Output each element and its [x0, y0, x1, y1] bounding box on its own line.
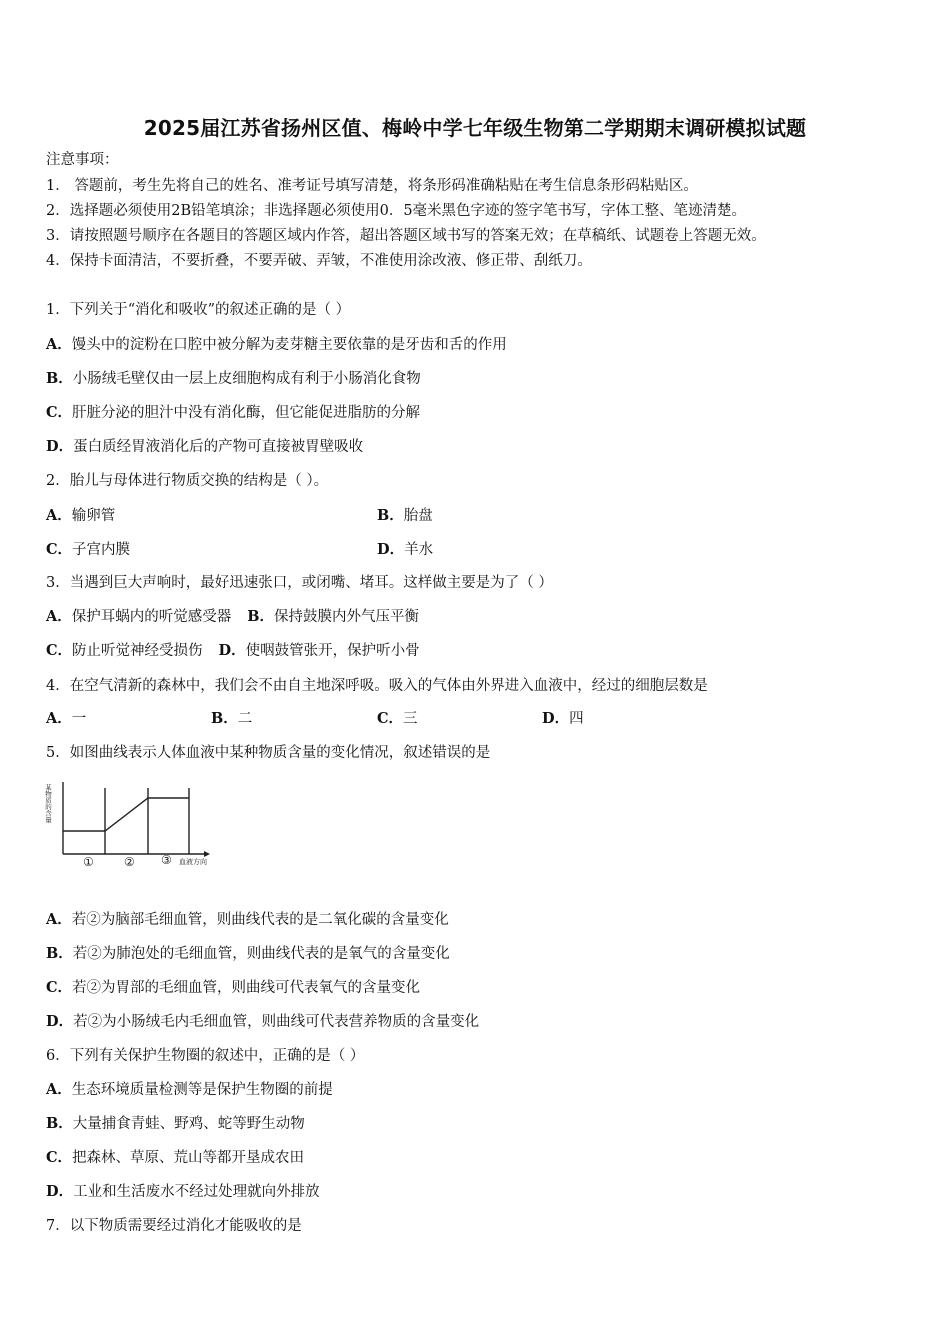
- option-label: B．: [377, 507, 404, 524]
- option-text: 四: [569, 711, 584, 727]
- option-text: 输卵管: [71, 508, 116, 524]
- blood-content-curve-figure: [44, 776, 224, 876]
- x-axis-label: 血液方向: [179, 858, 207, 866]
- option-label: A．: [46, 507, 72, 524]
- option-text: 若②为脑部毛细血管，则曲线代表的是二氧化碳的含量变化: [71, 912, 449, 928]
- question-4-option-b: [211, 709, 252, 729]
- option-text: 把森林、草原、荒山等都开垦成农田: [72, 1150, 305, 1166]
- option-text: 若②为胃部的毛细血管，则曲线可代表氧气的含量变化: [72, 980, 421, 996]
- question-5-option-c: [46, 978, 420, 998]
- question-6-option-d: [46, 1182, 320, 1202]
- question-5-option-a: [46, 910, 449, 930]
- option-label: A．: [46, 710, 72, 727]
- question-5-option-b: [46, 944, 450, 964]
- question-6-stem: 6．下列有关保护生物圈的叙述中，正确的是（ ）: [46, 1048, 365, 1064]
- question-2-option-b: [377, 506, 433, 526]
- option-label: D．: [218, 642, 246, 659]
- option-text: 馒头中的淀粉在口腔中被分解为麦芽糖主要依靠的是牙齿和舌的作用: [71, 337, 507, 353]
- question-4-stem: 4．在空气清新的森林中，我们会不由自主地深呼吸。吸入的气体由外界进入血液中，经过的细胞层数是: [46, 678, 708, 694]
- question-2-stem: 2．胎儿与母体进行物质交换的结构是（ ）。: [46, 473, 329, 489]
- question-1-option-a: [46, 335, 507, 355]
- option-label: B．: [46, 945, 73, 962]
- option-label: D．: [542, 710, 570, 727]
- notice-item: 2．选择题必须使用2B铅笔填涂；非选择题必须使用0．5毫米黑色字迹的签字笔书写，字体工整、笔迹清楚。: [46, 203, 747, 219]
- question-5-stem: 5．如图曲线表示人体血液中某种物质含量的变化情况，叙述错误的是: [46, 745, 491, 761]
- segment-label-2: ②: [124, 855, 135, 869]
- option-text: 保持鼓膜内外气压平衡: [274, 609, 420, 625]
- option-label: C．: [46, 404, 73, 421]
- notice-item: 4．保持卡面清洁，不要折叠，不要弄破、弄皱，不准使用涂改液、修正带、刮纸刀。: [46, 253, 592, 269]
- option-label: A．: [46, 911, 72, 928]
- option-label: D．: [377, 541, 405, 558]
- notice-item: 3．请按照题号顺序在各题目的答题区域内作答，超出答题区域书写的答案无效；在草稿纸、试题卷上答题无效。: [46, 228, 766, 244]
- question-6-option-c: [46, 1148, 304, 1168]
- option-text: 羊水: [404, 542, 434, 558]
- question-6-option-b: [46, 1114, 305, 1134]
- option-label: D．: [46, 1183, 74, 1200]
- question-5-option-d: [46, 1012, 479, 1032]
- segment-label-3: ③: [161, 853, 172, 867]
- option-text: 保护耳蜗内的听觉感受器: [71, 609, 232, 625]
- option-label: B．: [46, 1115, 73, 1132]
- option-label: C．: [377, 710, 404, 727]
- option-label: C．: [46, 1149, 73, 1166]
- option-text: 生态环境质量检测等是保护生物圈的前提: [71, 1082, 333, 1098]
- option-label: C．: [46, 642, 73, 659]
- question-7-stem: 7．以下物质需要经过消化才能吸收的是: [46, 1218, 302, 1234]
- question-3-options-cd: [46, 641, 420, 661]
- option-label: C．: [46, 541, 73, 558]
- question-4-option-d: [542, 709, 584, 729]
- option-text: 防止听觉神经受损伤: [72, 643, 203, 659]
- option-label: B．: [46, 370, 73, 387]
- question-2-option-a: [46, 506, 115, 526]
- option-text: 胎盘: [403, 508, 433, 524]
- option-text: 子宫内膜: [72, 542, 131, 558]
- question-2-option-c: [46, 540, 130, 560]
- question-1-option-b: [46, 369, 421, 389]
- option-text: 二: [237, 711, 253, 727]
- option-text: 使咽鼓管张开，保护听小骨: [245, 643, 420, 659]
- segment-label-1: ①: [83, 855, 94, 869]
- option-label: A．: [46, 1081, 72, 1098]
- option-text: 一: [71, 711, 87, 727]
- content-curve: [63, 798, 189, 831]
- option-text: 大量捕食青蛙、野鸡、蛇等野生动物: [72, 1116, 305, 1132]
- option-label: A．: [46, 336, 72, 353]
- question-4-option-c: [377, 709, 418, 729]
- question-6-option-a: [46, 1080, 333, 1100]
- option-text: 小肠绒毛壁仅由一层上皮细胞构成有利于小肠消化食物: [72, 371, 421, 387]
- question-4-option-a: [46, 709, 86, 729]
- option-text: 若②为小肠绒毛内毛细血管，则曲线可代表营养物质的含量变化: [73, 1014, 480, 1030]
- question-2-option-d: [377, 540, 433, 560]
- page-title: 2025届江苏省扬州区值、梅岭中学七年级生物第二学期期末调研模拟试题: [143, 116, 807, 140]
- option-label: D．: [46, 1013, 74, 1030]
- question-1-option-d: [46, 437, 363, 457]
- y-axis-label: 某物质的含量: [44, 784, 52, 823]
- question-1-stem: 1．下列关于“消化和吸收”的叙述正确的是（ ）: [46, 302, 351, 318]
- question-1-option-c: [46, 403, 420, 423]
- question-3-options-ab: [46, 607, 419, 627]
- notice-heading: 注意事项：: [46, 152, 119, 168]
- option-text: 肝脏分泌的胆汁中没有消化酶，但它能促进脂肪的分解: [72, 405, 421, 421]
- option-text: 三: [403, 711, 418, 727]
- option-label: B．: [247, 608, 275, 625]
- option-text: 蛋白质经胃液消化后的产物可直接被胃壁吸收: [73, 439, 364, 455]
- x-axis-arrow-icon: [204, 851, 210, 857]
- option-label: B．: [211, 710, 238, 727]
- question-3-stem: 3．当遇到巨大声响时，最好迅速张口，或闭嘴、堵耳。这样做主要是为了（ ）: [46, 575, 553, 591]
- option-text: 若②为肺泡处的毛细血管，则曲线代表的是氧气的含量变化: [72, 946, 450, 962]
- option-label: C．: [46, 979, 73, 996]
- option-text: 工业和生活废水不经过处理就向外排放: [73, 1184, 320, 1200]
- option-label: A．: [46, 608, 72, 625]
- notice-item: 1． 答题前，考生先将自己的姓名、准考证号填写清楚，将条形码准确粘贴在考生信息条形码粘贴区。: [46, 178, 698, 194]
- option-label: D．: [46, 438, 74, 455]
